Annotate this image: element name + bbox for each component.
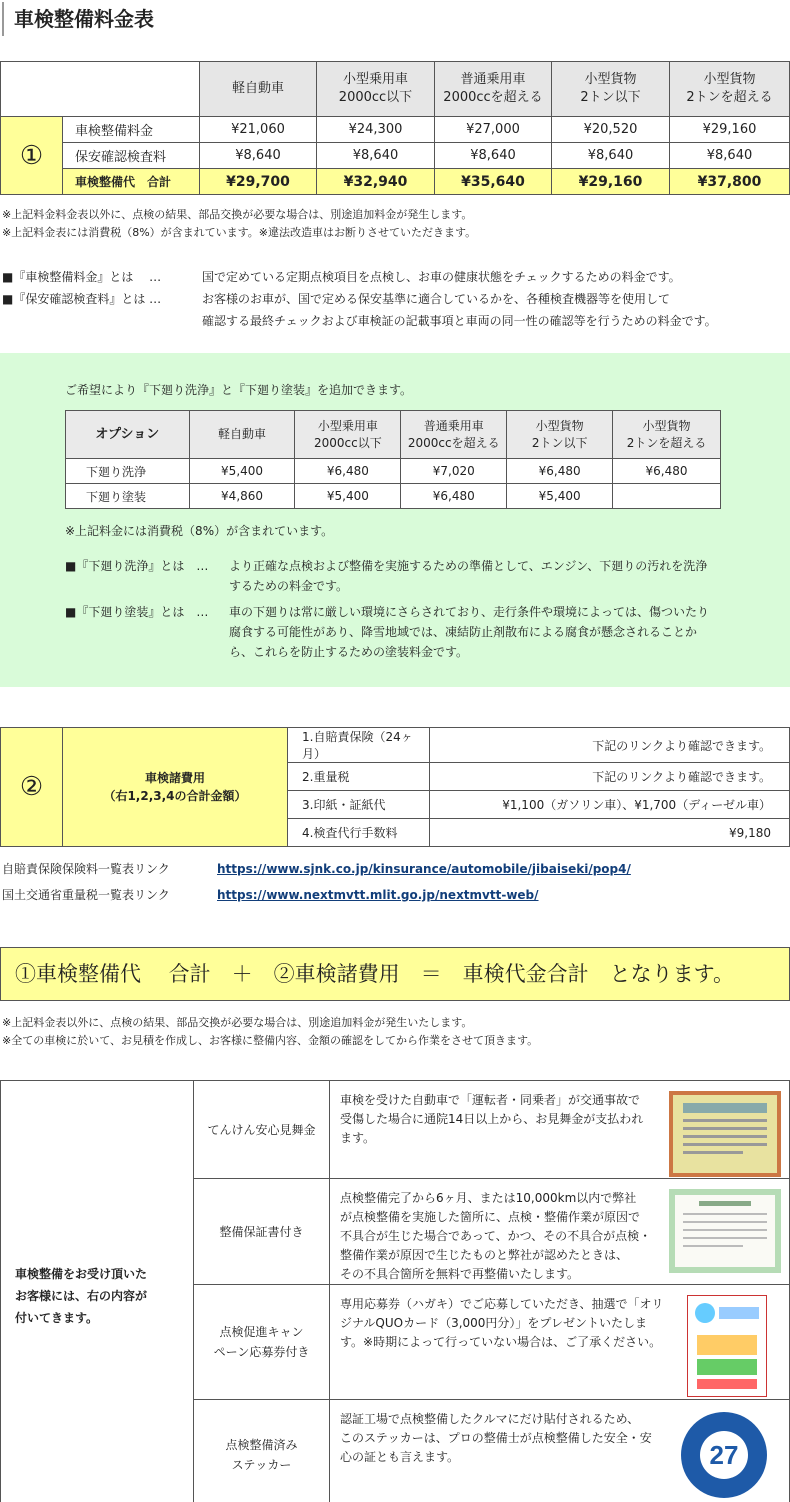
fees-title: 車検諸費用 （右1,2,3,4の合計金額） [63,728,288,847]
price-cell: ¥8,640 [200,143,317,169]
table-row [1,117,790,143]
benefits-intro: 車検整備をお受け頂いた お客様には、右の内容が 付いてきます。 [1,1081,194,1502]
benefit-name: てんけん安心見舞金 [194,1081,330,1179]
link-label: 自賠責保険保険料一覧表リンク [2,862,170,876]
definition-row [65,602,709,662]
price-cell: ¥20,520 [552,117,670,143]
link-row [2,882,631,908]
fee-value: ¥1,100（ガソリン車）、¥1,700（ディーゼル車） [430,791,790,819]
price-cell: ¥6,480 [295,459,401,484]
table-header-row [66,411,721,459]
definition-term: ■『下廻り洗浄』とは … [65,559,209,573]
price-cell: ¥5,400 [189,459,295,484]
definition-row [65,556,709,596]
maintenance-fee-table [0,61,790,195]
total-row [1,169,790,195]
price-cell: ¥5,400 [295,484,401,509]
table-row [1,1081,790,1179]
price-cell: ¥7,020 [401,459,507,484]
fee-value: ¥9,180 [430,819,790,847]
total-cell: ¥35,640 [435,169,552,195]
definition-text: お客様のお車が、国で定める保安基準に適合しているかを、各種検査機器等を使用して 確認する最終チェックおよび車検証の記載事項と車両の同一性の確認等を行うための料金です。 [202,292,717,328]
table-header-row [1,62,790,117]
header-cell: 普通乗用車 2000ccを超える [435,62,552,117]
table-row [66,484,721,509]
table-row [66,459,721,484]
options-table [65,410,721,509]
benefit-desc [330,1400,790,1502]
benefit-desc [330,1285,790,1400]
definition-text: 車の下廻りは常に厳しい環境にさらされており、走行条件や環境によっては、傷ついたり 腐食する可能性があり、降雪地域では、凍結防止剤散布による腐食が懸念されることか ら、これらを防止するための塗装料金です。 [229,605,710,659]
total-cell: ¥29,700 [200,169,317,195]
header-cell: 小型貨物 2トン以下 [552,62,670,117]
section-marker: ② [1,728,63,847]
definition-text: より正確な点検および整備を実施するための準備として、エンジン、下廻りの汚れを洗浄 するための料金です。 [229,559,708,593]
fee-item: 1.自賠責保険（24ヶ月） [288,728,430,763]
options-intro: ご希望により『下廻り洗浄』と『下廻り塗装』を追加できます。 [65,383,413,397]
fee-item: 4.検査代行手数料 [288,819,430,847]
price-cell: ¥8,640 [317,143,435,169]
note-line: ※上記料金料金表以外に、点検の結果、部品交換が必要な場合は、別途追加料金が発生します。 [2,208,473,221]
price-cell: ¥8,640 [435,143,552,169]
total-cell: ¥32,940 [317,169,435,195]
price-cell: ¥6,480 [401,484,507,509]
definition-term: ■『車検整備料金』とは … [2,270,162,284]
row-label: 車検整備料金 [63,117,200,143]
price-cell: ¥27,000 [435,117,552,143]
row-label: 保安確認検査料 [63,143,200,169]
total-label: 車検整備代 合計 [63,169,200,195]
certificate-image [669,1091,781,1177]
row-label: 下廻り塗装 [66,484,190,509]
benefit-desc [330,1179,790,1285]
benefit-desc [330,1081,790,1179]
definition-row [2,266,717,288]
definition-term: ■『下廻り塗装』とは … [65,605,209,619]
insurance-link[interactable]: https://www.sjnk.co.jp/kinsurance/automobile/jibaiseki/pop4/ [217,862,631,876]
fee-value: 下記のリンクより確認できます。 [430,763,790,791]
price-cell: ¥8,640 [552,143,670,169]
price-cell: ¥4,860 [189,484,295,509]
fee-item: 3.印紙・証紙代 [288,791,430,819]
price-cell: ¥29,160 [670,117,790,143]
benefit-text: 専用応募券（ハガキ）でご応募していただき、抽選で「オリ ジナルQUOカード（3,000円分）」をプレゼントいたしま す。※時期によって行っていない場合は、ご了承ください。 [340,1297,664,1349]
total-cell: ¥37,800 [670,169,790,195]
notes-block [2,1014,538,1050]
page-title: 車検整備料金表 [2,2,154,36]
sticker-image [679,1410,769,1500]
benefit-name: 点検促進キャン ペーン応募券付き [194,1285,330,1400]
notes-block [2,206,476,242]
sticker-number: 27 [709,1440,739,1470]
benefits-table [0,1080,790,1502]
options-definitions [65,556,709,662]
price-cell: ¥6,480 [613,459,721,484]
header-blank [1,62,200,117]
header-cell: 軽自動車 [200,62,317,117]
benefit-name: 点検整備済み ステッカー [194,1400,330,1502]
table-row [1,143,790,169]
definition-text: 国で定めている定期点検項目を点検し、お車の健康状態をチェックするための料金です。 [202,270,681,284]
benefit-text: 点検整備完了から6ヶ月、または10,000km以内で弊社 が点検整備を実施した箇所に、点検・整備作業が原因で 不具合が生じた場合であって、かつ、その不具合が点検・ 整備作業が原因で生じたものと弊社が認めたときは、 その不具合箇所を無料で再整備いたします。 [340,1191,652,1281]
warranty-image [669,1189,781,1273]
fee-value: 下記のリンクより確認できます。 [430,728,790,763]
options-note: ※上記料金には消費税（8%）が含まれています。 [65,524,334,538]
price-cell: ¥21,060 [200,117,317,143]
price-cell: ¥5,400 [507,484,613,509]
link-row [2,856,631,882]
header-cell: 小型貨物 2トンを超える [613,411,721,459]
link-label: 国土交通省重量税一覧表リンク [2,888,170,902]
benefit-text: 車検を受けた自動車で「運転者・同乗者」が交通事故で 受傷した場合に通院14日以上から、お見舞金が支払われ ます。 [340,1093,644,1145]
total-summary-bar: ①車検整備代 合計 ＋ ②車検諸費用 ＝ 車検代金合計 となります。 [0,947,790,1001]
header-cell: 小型貨物 2トン以下 [507,411,613,459]
price-cell: ¥8,640 [670,143,790,169]
header-cell: 小型乗用車 2000cc以下 [295,411,401,459]
section-marker: ① [1,117,63,195]
campaign-image [687,1295,767,1397]
definition-term: ■『保安確認検査料』とは … [2,292,162,306]
table-row [1,728,790,763]
header-cell: 普通乗用車 2000ccを超える [401,411,507,459]
total-cell: ¥29,160 [552,169,670,195]
header-cell: 小型貨物 2トンを超える [670,62,790,117]
inspection-fees-table [0,727,790,847]
note-line: ※上記料金表以外に、点検の結果、部品交換が必要な場合は、別途追加料金が発生いたします。 [2,1016,473,1029]
benefit-name: 整備保証書付き [194,1179,330,1285]
price-cell [613,484,721,509]
header-cell: オプション [66,411,190,459]
fee-item: 2.重量税 [288,763,430,791]
benefit-text: 認証工場で点検整備したクルマにだけ貼付されるため、 このステッカーは、プロの整備士が点検整備した安全・安 心の証とも言えます。 [340,1412,652,1464]
definition-row [2,288,717,332]
weight-tax-link[interactable]: https://www.nextmvtt.mlit.go.jp/nextmvtt-web/ [217,888,539,902]
definitions-block [2,266,717,332]
header-cell: 軽自動車 [189,411,295,459]
price-cell: ¥24,300 [317,117,435,143]
note-line: ※全ての車検に於いて、お見積を作成し、お客様に整備内容、金額の確認をしてから作業をさせて頂きます。 [2,1034,539,1047]
header-cell: 小型乗用車 2000cc以下 [317,62,435,117]
note-line: ※上記料金表には消費税（8%）が含まれています。※違法改造車はお断りさせていただきます。 [2,226,477,239]
row-label: 下廻り洗浄 [66,459,190,484]
links-block [2,856,631,908]
price-cell: ¥6,480 [507,459,613,484]
